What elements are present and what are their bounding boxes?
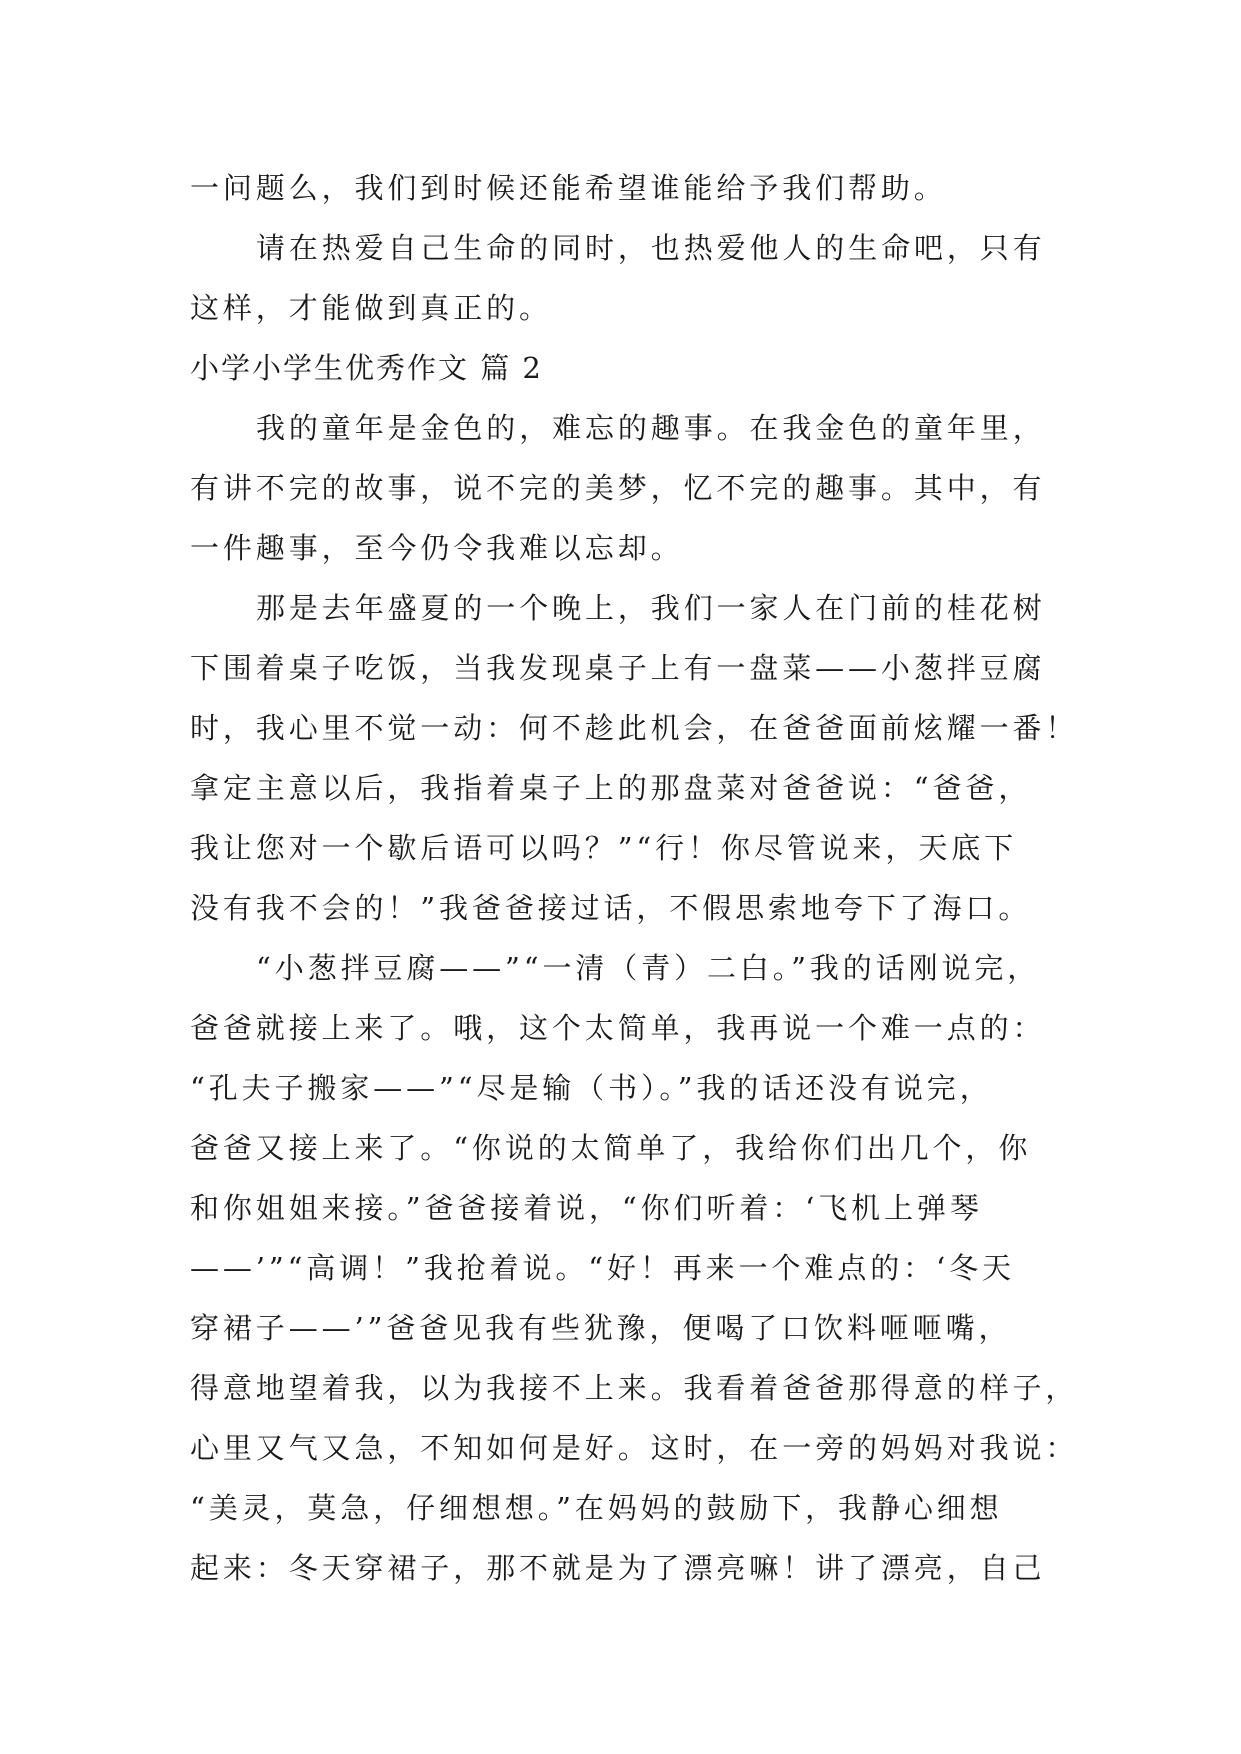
text-line: 时，我心里不觉一动：何不趁此机会，在爸爸面前炫耀一番！ [190,711,1079,745]
text-line: 我让您对一个歇后语可以吗？”“行！你尽管说来，天底下 [190,831,1018,865]
text-line: 下围着桌子吃饭，当我发现桌子上有一盘菜——小葱拌豆腐 [190,651,1046,685]
text-line: 和你姐姐来接。”爸爸接着说，“你们听着：‘飞机上弹琴 [190,1191,983,1225]
text-line: 这样，才能做到真正的。 [190,291,552,325]
text-line: “孔夫子搬家——”“尽是输（书）。”我的话还没有说完， [190,1071,993,1105]
paragraph-first-line: 那是去年盛夏的一个晚上，我们一家人在门前的桂花树 [256,591,1046,625]
text-line: 得意地望着我，以为我接不上来。我看着爸爸那得意的样子， [190,1371,1079,1405]
text-line: 起来：冬天穿裙子，那不就是为了漂亮嘛！讲了漂亮，自己 [190,1551,1046,1585]
text-line: 爸爸又接上来了。“你说的太简单了，我给你们出几个，你 [190,1131,1032,1165]
text-line: 心里又气又急，不知如何是好。这时，在一旁的妈妈对我说： [190,1431,1079,1465]
text-line: 有讲不完的故事，说不完的美梦，忆不完的趣事。其中，有 [190,471,1046,505]
text-line: 穿裙子——’”爸爸见我有些犹豫，便喝了口饮料咂咂嘴， [190,1311,1012,1345]
paragraph-first-line: “小葱拌豆腐——”“一清（青）二白。”我的话刚说完， [256,951,1041,985]
document-body [190,158,1079,1598]
text-line: 爸爸就接上来了。哦，这个太简单，我再说一个难一点的： [190,1011,1046,1045]
text-line: ——’”“高调！”我抢着说。“好！再来一个难点的：‘冬天 [190,1251,1015,1285]
paragraph-first-line: 请在热爱自己生命的同时，也热爱他人的生命吧，只有 [256,231,1046,265]
text-line: 一件趣事，至今仍令我难以忘却。 [190,531,684,565]
text-line: 拿定主意以后，我指着桌子上的那盘菜对爸爸说：“爸爸， [190,771,1032,805]
text-line: “美灵，莫急，仔细想想。”在妈妈的鼓励下，我静心细想 [190,1491,1003,1525]
section-heading: 小学小学生优秀作文 篇 2 [190,351,543,385]
paragraph-first-line: 我的童年是金色的，难忘的趣事。在我金色的童年里， [256,411,1046,445]
text-line: 没有我不会的！”我爸爸接过话，不假思索地夸下了海口。 [190,891,1032,925]
text-line: 一问题么，我们到时候还能希望谁能给予我们帮助。 [190,171,947,205]
